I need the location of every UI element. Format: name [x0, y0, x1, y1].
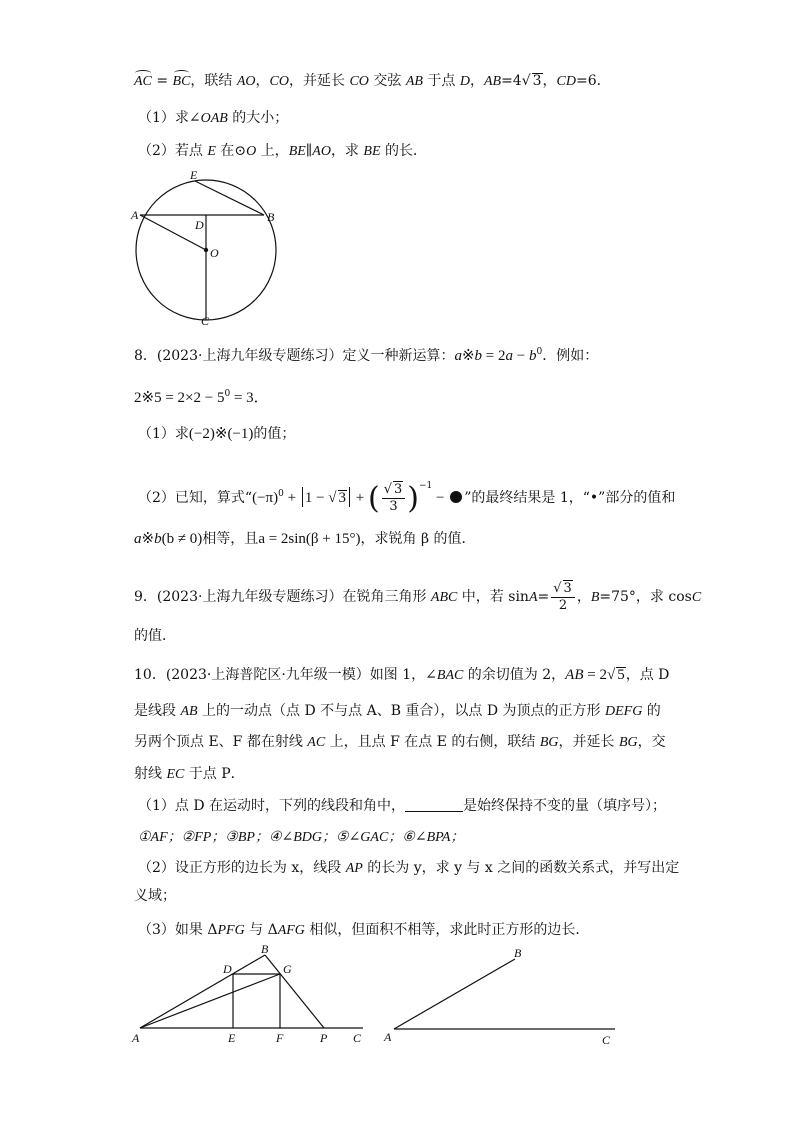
q10-p3-end: 相似，但面积不相等，求此时正方形的边长．	[304, 922, 590, 938]
q7-eq: =	[151, 73, 173, 89]
q10-part1	[138, 796, 666, 816]
q10-p3: （3）如果 Δ	[138, 922, 218, 938]
q8-p2b-cond: (b ≠ 0)	[161, 531, 203, 547]
q8-p2b-b: b	[154, 531, 162, 547]
q10-l2-end: 的	[642, 703, 661, 719]
q7-ab: AB	[405, 74, 423, 89]
q10-l3: 另两个顶点 E、F 都在射线	[134, 734, 308, 750]
q10-afg: AFG	[277, 923, 305, 938]
q7-oab: OAB	[200, 111, 228, 126]
q8-plus: +	[283, 490, 300, 506]
q8-b2: b	[528, 348, 537, 364]
q7-part2-mid: 在⊙	[215, 143, 247, 159]
label-d: D	[195, 218, 204, 232]
fraction-numerator: √ 3	[382, 481, 406, 499]
q10-l4: 射线	[134, 766, 167, 782]
q7-part1-end: 的大小；	[227, 110, 289, 126]
q8-sup-neg1: −1	[419, 481, 433, 491]
arc-bc: BC	[173, 72, 191, 92]
q10-p2-end: 的长为 y，求 y 与 x 之间的函数关系式，并写出定	[362, 860, 680, 876]
q10-l4-end: 于点 P．	[184, 766, 245, 782]
q7-d: D	[459, 74, 470, 89]
fig1-label-a: A	[132, 1031, 140, 1045]
fig2-label-c: C	[602, 1033, 611, 1047]
sqrt-symbol: √	[521, 73, 531, 89]
abs-bar-left	[302, 487, 303, 507]
paren-right: )	[407, 481, 419, 516]
circle-figure	[130, 165, 290, 335]
q8-sqrt3: 3	[338, 490, 347, 506]
q7-ab: AB	[483, 74, 502, 89]
center-point	[204, 248, 208, 252]
q7-text: ，	[542, 73, 557, 89]
q10-line2	[134, 701, 661, 722]
q10-mid1: 的余切值为 2，	[463, 667, 566, 683]
q9-comma: ，	[576, 589, 591, 605]
fig1-label-e: E	[228, 1031, 236, 1045]
fig1-label-f: F	[276, 1031, 284, 1045]
q8-p2b-a: a	[134, 531, 142, 547]
label-b: B	[267, 210, 275, 224]
q8-minus: −	[513, 348, 529, 364]
q7-part2	[138, 141, 427, 162]
q8-b: b	[474, 348, 483, 364]
q8-example-expr: 2※5 = 2×2 − 5	[134, 390, 225, 406]
q10-sqrt5: 5	[617, 667, 625, 683]
abs-bar-right	[349, 487, 350, 507]
q8-example-sup: 0	[224, 389, 231, 399]
q10-l2: 是线段	[134, 703, 181, 719]
q7-part2-end: 的长．	[380, 143, 427, 159]
segment-ab	[140, 955, 265, 1028]
sqrt-symbol: √	[606, 667, 616, 683]
q7-part1	[138, 108, 288, 129]
q8-sup: 0	[536, 347, 543, 357]
q8-eq: = 2	[482, 348, 506, 364]
q7-text: ，并延长	[289, 73, 350, 89]
q7-o: O	[246, 144, 257, 159]
q10-l3-bg: BG	[539, 735, 559, 750]
q8-a2: a	[505, 348, 513, 364]
q9-frac-den: 2	[558, 598, 568, 613]
q7-text: ，	[469, 73, 484, 89]
q7-cd: CD	[556, 74, 576, 89]
q10-ab-eq: = 2	[583, 667, 607, 683]
q7-parallel: ∥	[305, 143, 313, 159]
q7-comma: ，	[255, 73, 270, 89]
q8-p1-expr: (−2)※(−1)	[188, 426, 254, 442]
q8-a: a	[454, 348, 462, 364]
q8-line1	[134, 342, 598, 366]
q8-part2	[138, 476, 675, 515]
q9-c: C	[691, 590, 702, 605]
q10-bac: BAC	[436, 668, 464, 683]
q8-abs-inner: 1 −	[304, 490, 329, 506]
q8-part1	[138, 424, 295, 444]
q10-part2	[138, 858, 679, 879]
q10-mid2: ，点 D	[625, 667, 670, 683]
q8-sup0: 0	[278, 489, 284, 499]
q9-b-eq: =75°，求 cos	[599, 589, 692, 605]
q8-op: ※	[461, 348, 475, 364]
figure-1	[128, 940, 378, 1050]
q10-pfg: PFG	[217, 923, 245, 938]
fig2-label-b: B	[514, 946, 522, 960]
q8-def-end: ．例如：	[542, 348, 599, 364]
segment-bp	[265, 955, 324, 1028]
q8-p1-end: 的值；	[253, 426, 296, 442]
fig1-label-c: C	[353, 1031, 362, 1045]
q9-line1	[134, 580, 701, 614]
fig2-label-a: A	[384, 1030, 392, 1044]
q10-part2-line2	[134, 886, 176, 906]
q10-l3-ac: AC	[307, 735, 326, 750]
q7-part2-text: （2）若点	[138, 143, 208, 159]
sqrt-symbol: √	[328, 490, 337, 506]
arc-ac: AC	[134, 72, 152, 92]
q8-neg-pi: (−π)	[252, 490, 279, 506]
q8-p2b-op: ※	[141, 531, 155, 547]
sqrt-radicand: 3	[532, 73, 542, 89]
q8-p1-start: （1）求	[138, 426, 189, 442]
q10-p2b: 义域；	[134, 888, 176, 904]
q7-co: CO	[349, 74, 369, 89]
q7-co: CO	[269, 74, 289, 89]
label-c: C	[201, 314, 210, 328]
figure-2	[380, 940, 630, 1050]
q7-part2-mid2: 上，	[256, 143, 289, 159]
q10-l3-b: 上，且点 F 在点 E 的右侧，联结	[325, 734, 540, 750]
q8-fraction	[382, 481, 406, 515]
q10-part3	[138, 920, 589, 941]
q8-minus2: −	[432, 490, 449, 506]
q8-example-end: = 3．	[230, 390, 269, 406]
q8-plus2: +	[352, 490, 368, 506]
paren-left: (	[367, 481, 380, 516]
q10-ap: AP	[345, 861, 363, 876]
q10-line3	[134, 732, 666, 753]
q10-head: 10．(2023·上海普陀区·九年级一模）如图 1，∠	[134, 667, 437, 683]
q7-part2-mid3: ，求	[330, 143, 364, 159]
q7-be: BE	[288, 144, 306, 159]
q8-p2-mid: ”的最终结果是 1，“•”部分的值和	[464, 490, 676, 506]
q7-ab-eq: =4	[501, 73, 522, 89]
q10-l2-b: 上的一动点（点 D 不与点 A、B 重合），以点 D 为顶点的正方形	[197, 703, 606, 719]
q9-line2	[134, 626, 176, 646]
q7-part1-text: （1）求∠	[138, 110, 201, 126]
q8-frac-num: 3	[394, 482, 403, 497]
fraction-numerator: √ 3	[551, 580, 575, 598]
q10-p1: （1）点 D 在运动时，下列的线段和角中，	[138, 798, 406, 814]
filled-dot-icon	[450, 491, 462, 503]
label-e: E	[190, 168, 198, 182]
q9-tail: 的值．	[134, 628, 176, 644]
fig1-label-p: P	[320, 1031, 328, 1045]
q9-fraction	[551, 580, 575, 614]
q9-abc: ABC	[430, 590, 458, 605]
fig1-label-d: D	[223, 962, 232, 976]
q7-cd-eq: =6．	[576, 73, 611, 89]
q7-ao: AO	[236, 74, 256, 89]
q8-part2-line2	[134, 529, 476, 549]
q10-l4-ec: EC	[166, 767, 185, 782]
q9-frac-num: 3	[563, 581, 572, 596]
q7-line1	[134, 71, 611, 92]
q9-mid: 中，若 sin	[457, 589, 529, 605]
segment-ag	[140, 974, 280, 1028]
q7-ao2: AO	[312, 144, 331, 159]
q7-text: 交弦	[368, 73, 406, 89]
q9-head: 9．(2023·上海九年级专题练习）在锐角三角形	[134, 589, 431, 605]
fig1-label-b: B	[261, 942, 269, 956]
q7-text: 于点	[422, 73, 460, 89]
q10-l3-end: ，交	[637, 734, 666, 750]
q7-e: E	[207, 144, 216, 159]
q8-p2b-text: 相等，且	[202, 531, 259, 547]
q9-a: A	[528, 590, 538, 605]
q10-p2: （2）设正方形的边长为 x，线段	[138, 860, 346, 876]
q10-ab: AB	[565, 667, 584, 683]
q10-line1	[134, 665, 669, 686]
label-a: A	[131, 208, 139, 222]
q10-p1-end: 是始终保持不变的量（填序号）；	[463, 798, 667, 814]
q10-options	[138, 827, 464, 848]
ray-ab-2	[394, 959, 515, 1029]
q8-example	[134, 384, 269, 408]
fig1-label-g: G	[283, 962, 292, 976]
q10-defg: DEFG	[605, 704, 643, 719]
q9-eq: =	[537, 589, 550, 605]
answer-blank[interactable]	[405, 797, 463, 812]
q10-line4	[134, 764, 245, 785]
q8-head: 8．(2023·上海九年级专题练习）定义一种新运算：	[134, 348, 455, 364]
q8-p2-start: （2）已知，算式“	[138, 490, 253, 506]
q7-text: ，联结	[190, 73, 237, 89]
q10-l3-c: ，并延长	[558, 734, 619, 750]
q10-p3-mid: 与 Δ	[244, 922, 278, 938]
q10-l3-bg2: BG	[618, 735, 638, 750]
q8-p2b-eq: a = 2sin(β + 15°)	[258, 531, 361, 547]
q8-frac-den: 3	[389, 499, 398, 514]
q10-options-text: ①AF；②FP；③BP；④∠BDG；⑤∠GAC；⑥∠BPA；	[138, 830, 465, 845]
q10-l2-ab: AB	[180, 704, 198, 719]
label-o: O	[210, 246, 219, 260]
q8-p2b-end: ，求锐角 β 的值．	[360, 531, 476, 547]
q7-be2: BE	[363, 144, 381, 159]
q9-b: B	[590, 590, 600, 605]
